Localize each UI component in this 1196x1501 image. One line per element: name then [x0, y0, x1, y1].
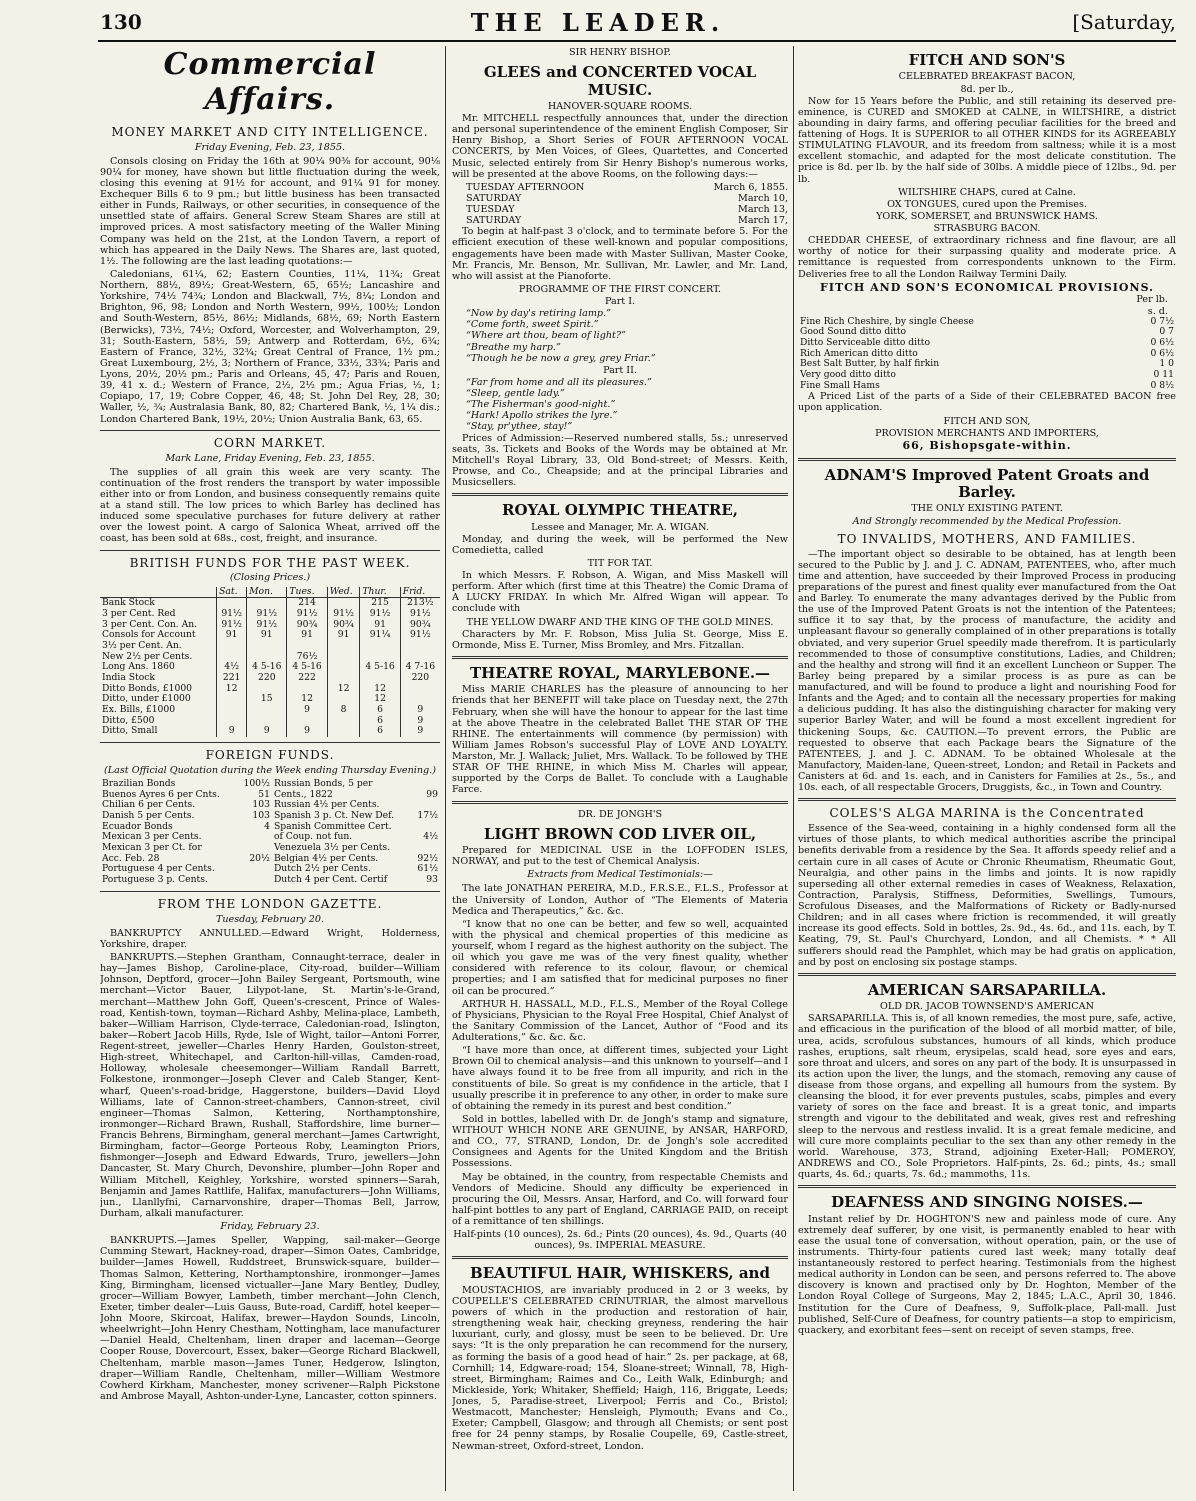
- olympic-lessee: Lessee and Manager, Mr. A. WIGAN.: [531, 521, 709, 533]
- price-item: Fine Rich Cheshire, by single Cheese: [800, 315, 974, 327]
- table-cell: Russian 4½ per Cents.: [273, 799, 380, 811]
- table-row: [100, 609, 440, 620]
- divider: [798, 798, 1176, 801]
- fitch-line: 8d. per lb.,: [960, 83, 1014, 95]
- adnam-text: —The important object so desirable to be obtained, has at length been secured to the Public by J. and J. C. ADNAM, PATENTEES, who, after much time and attention, have succeeded by their Improved Process in producing preparations of the purest and finest quality ever manufactured from the Oat and Barley. To enumerate the many advantages derived by the Public from the use of the Improved Patent Groats is not the intention of the Patentees; suffice it to say that, by the process of manufacture, the acidity and unpleasant flavour so generally complained of in other preparations is totally obviated, and very superior Gruel speedily made therefrom. It is particularly recommended to those of consumptive constitutions, Ladies, and Children; and the healthy and strong will find it an excellent Luncheon or Supper. The Barley being prepared by a similar process is as pure as can be manufactured, and will be found to produce a light and nourishing Food for Infants and the Aged; and to contain all the necessary properties for making a delicious pudding. It has also the distinguishing character for making very superior Barley Water, and will be found a most excellent ingredient for thickening Soups, &c. CAUTION.—To prevent errors, the Public are requested to observe that each Package bears the Signature of the PATENTEES, J. and J. C. ADNAM. To be obtained Wholesale at the Manufactory, Maiden-lane, Queen-street, London; and Retail in Packets and Canisters at 6d. and 1s. each, and in Canisters for Families at 2s., 5s., and 10s. each, of all respectable Grocers, Druggists, &c., in Town and Country.: [798, 548, 1176, 794]
- table-cell: 93: [426, 874, 438, 886]
- table-cell: Ecuador Bonds: [102, 820, 173, 832]
- table-cell: Ditto, under £1000: [102, 693, 191, 705]
- table-cell: 3 per Cent. Con. An.: [102, 618, 198, 630]
- fitch-products: [798, 187, 1176, 235]
- table-cell: 90¾: [287, 620, 327, 631]
- table-cell: [327, 716, 360, 727]
- table-cell: Ditto, £500: [102, 714, 155, 726]
- table-cell: Venezuela 3½ per Cents.: [273, 842, 391, 854]
- concert-date-value: March 13,: [738, 204, 788, 216]
- table-cell: [238, 875, 272, 886]
- table-cell: [217, 705, 247, 716]
- concert-day: SATURDAY: [466, 192, 522, 204]
- table-cell: 15: [247, 694, 287, 705]
- table-cell: 9: [287, 705, 327, 716]
- table-cell: 3½ per Cent. An.: [102, 639, 182, 651]
- table-cell: [400, 641, 440, 652]
- hair-text: MOUSTACHIOS, are invariably produced in 2 or 3 weeks, by COUPELLE'S CELEBRATED CRINUTRIAR, the almost marvellous powers of which in the production and restoration of hair, strengthening weak hair, checking greyness, rendering the hair luxuriant, curly, and glossy, must be seen to be believed. Dr. Ure says: “It is the only preparation he can recommend for the nursery, as forming the basis of a good head of hair.” 2s. per package, at 68, Cornhill; 14, Edgware-road; 154, Sloane-street; Winnall, 78, High-street, Birmingham; Raimes and Co., Leith Walk, Edinburgh; and Mickleside, York; Whitaker, Sheffield; Haigh, 116, Briggate, Leeds; Jones, 5, Paradise-street, Liverpool; Ferris and Co., Bristol; Westmacott, Manchester; Hensleigh, Plymouth; Evans and Co., Exeter; Campbell, Glasgow; and through all Chemists; or sent post free for 24 penny stamps, by Rosalie Coupelle, 69, Castle-street, Newman-street, Oxford-street, London.: [452, 1284, 788, 1452]
- adnam-title: ADNAM'S Improved Patent Groats and Barley.: [824, 465, 1150, 501]
- price-row: [798, 381, 1176, 392]
- table-cell: 12: [217, 684, 247, 695]
- table-row: [100, 673, 440, 684]
- table-cell: 4½: [217, 662, 247, 673]
- cod-extracts: Extracts from Medical Testimonials:—: [527, 869, 713, 881]
- marylebone-title: THEATRE ROYAL, MARYLEBONE.—: [469, 663, 771, 682]
- table-cell: 220: [400, 673, 440, 684]
- table-cell: Mexican 3 per Ct. for: [102, 842, 202, 854]
- sarsa-head: AMERICAN SARSAPARILLA.: [867, 980, 1107, 999]
- concert-date: [466, 204, 788, 215]
- gazette-tuesday-date: Tuesday, February 20.: [215, 913, 325, 925]
- table-cell: 90¾: [327, 620, 360, 631]
- table-cell: Portuguese 3 p. Cents.: [102, 874, 208, 886]
- concert-date: [466, 182, 788, 193]
- programme-item: “Far from home and all its pleasures.”: [466, 376, 652, 388]
- table-cell: 91¼: [360, 630, 400, 641]
- table-cell: 4 7-16: [400, 662, 440, 673]
- table-cell: Danish 5 per Cents.: [102, 810, 195, 822]
- hair-title: BEAUTIFUL HAIR, WHISKERS, and: [470, 1264, 770, 1283]
- table-cell: 91½: [400, 609, 440, 620]
- table-cell: [247, 705, 287, 716]
- table-cell: Brazilian Bonds: [102, 778, 176, 789]
- programme-item: “Stay, pr'ythee, stay!”: [466, 421, 573, 433]
- divider: [798, 1185, 1176, 1188]
- concert-date-value: March 6, 1855.: [713, 181, 788, 193]
- british-funds-subheading: (Closing Prices.): [229, 572, 311, 584]
- table-header-cell: Tues.: [287, 587, 327, 598]
- table-cell: [287, 641, 327, 652]
- programme-item: “The Fisherman's good-night.”: [466, 399, 616, 411]
- sarsa-text: SARSAPARILLA. This is, of all known remedies, the most pure, safe, active, and efficacious in the purification of the blood of all morbid matter, of bile, urea, acids, scrofulous substances, humours of all kinds, which produce rashes, eruptions, salt rheum, erysipelas, scald head, sore eyes and ears, sore throat and ulcers, and sores on any part of the body. It is unsurpassed in its action upon the liver, the lungs, and the stomach, removing any cause of disease from those organs, and expelling all humours from the system. By cleansing the blood, it for ever prevents pustules, scabs, pimples and every variety of sores on the face and breast. It is a great tonic, and imparts strength and vigour to the debilitated and weak, gives rest and refreshing sleep to the nervous and restless invalid. It is a great female medicine, and will cure more complaints peculiar to the sex than any other remedy in the world. Warehouse, 373, Strand, adjoining Exeter-Hall; POMEROY, ANDREWS and CO., Sole Proprietors. Half-pints, 2s. 6d.; pints, 4s.; small quarts, 4s. 6d.; quarts, 7s. 6d.; mammoths, 11s.: [798, 1013, 1176, 1181]
- table-cell: India Stock: [102, 671, 155, 683]
- product-item: YORK, SOMERSET, and BRUNSWICK HAMS.: [876, 210, 1098, 222]
- table-cell: 91: [327, 630, 360, 641]
- money-heading: MONEY MARKET AND CITY INTELLIGENCE.: [111, 124, 429, 139]
- programme-part-1: [452, 308, 788, 364]
- table-cell: Acc. Feb. 28: [102, 852, 160, 864]
- table-cell: Buenos Ayres 6 per Cnts.: [102, 788, 220, 800]
- table-cell: Russian Bonds, 5 per: [273, 778, 373, 789]
- table-cell: Dutch 2½ per Cents.: [273, 863, 371, 875]
- price-item: Good Sound ditto ditto: [800, 326, 907, 338]
- table-cell: 91½: [247, 609, 287, 620]
- column-advertisements-2: [798, 46, 1176, 1491]
- british-funds-heading: BRITISH FUNDS FOR THE PAST WEEK.: [129, 555, 411, 570]
- table-cell: [360, 641, 400, 652]
- table-cell: 91½: [217, 609, 247, 620]
- price-unit-head: Per lb.: [1136, 294, 1168, 306]
- divider: [100, 550, 440, 551]
- product-item: OX TONGUES, cured upon the Premises.: [887, 198, 1087, 210]
- table-cell: 17½: [417, 810, 438, 822]
- deaf-text: Instant relief by Dr. HOGHTON'S new and painless mode of cure. Any extremely deaf sufferer, by one visit, is permanently enabled to hear with ease the usual tone of conversation, without operation, pain, or the use of instruments. Thirty-four patients cured last week; many totally deaf instantaneously restored to perfect hearing. Testimonials from the highest medical authority in London can be seen, and persons referred to. The above discovery is known and practised only by Dr. Hoghton, Member of the London Royal College of Surgeons, May 2, 1845; L.A.C., April 30, 1846. Institution for the Cure of Deafness, 9, Suffolk-place, Pall-mall. Just published, Self-Cure of Deafness, for country patients—a stop to empiricism, quackery, and exorbitant fees—sent on receipt of seven stamps, free.: [798, 1213, 1176, 1336]
- concert-date: [466, 193, 788, 204]
- column-divider: [793, 46, 794, 1491]
- price-item: Very good ditto ditto: [800, 369, 896, 380]
- concert-date-value: March 17,: [738, 215, 788, 227]
- table-header-cell: Sat.: [217, 587, 247, 598]
- price-table: [798, 317, 1176, 392]
- table-cell: 12: [287, 694, 327, 705]
- price-item: Ditto Serviceable ditto ditto: [800, 336, 931, 348]
- programme-item: “Hark! Apollo strikes the lyre.”: [466, 410, 618, 422]
- cod-title: LIGHT BROWN COD LIVER OIL,: [483, 824, 757, 843]
- fitch-text: CHEDDAR CHEESE, of extraordinary richness and fine flavour, are all worthy of notice for their surpassing quality and moderate price. A remittance is requested from correspondents unknown to the Firm. Deliveries free to all the London Railway Termini Daily.: [798, 235, 1176, 280]
- table-cell: 91: [247, 630, 287, 641]
- table-cell: 6: [360, 716, 400, 727]
- divider: [452, 801, 788, 804]
- column-advertisements-1: [452, 46, 788, 1491]
- table-cell: 6: [360, 705, 400, 716]
- concert-day: TUESDAY: [466, 204, 515, 216]
- table-cell: Ex. Bills, £1000: [102, 703, 176, 715]
- column-commercial: [100, 46, 440, 1491]
- table-cell: 12: [327, 684, 360, 695]
- table-header-cell: [100, 587, 217, 598]
- table-cell: New 2½ per Cents.: [102, 650, 193, 662]
- cod-text: The late JONATHAN PEREIRA, M.D., F.R.S.E., F.L.S., Professor at the University of London, Author of “The Elements of Materia Medica and Therapeutics,” &c. &c.: [452, 883, 788, 917]
- table-row: [100, 641, 440, 652]
- corn-dateline: Mark Lane, Friday Evening, Feb. 23, 1855.: [165, 452, 375, 464]
- price-value: 1 0: [1159, 358, 1174, 370]
- table-cell: 103: [252, 810, 270, 822]
- divider: [452, 493, 788, 496]
- table-cell: Belgian 4½ per Cents.: [273, 852, 379, 864]
- table-cell: [217, 641, 247, 652]
- concert-date: [466, 215, 788, 226]
- table-cell: 9: [400, 726, 440, 737]
- fitch-text: A Priced List of the parts of a Side of their CELEBRATED BACON free upon application.: [798, 391, 1176, 414]
- table-cell: 61½: [417, 863, 438, 875]
- fitch-address: 66, Bishopsgate-within.: [902, 438, 1072, 452]
- table-cell: 103: [252, 799, 270, 811]
- provisions-title: FITCH AND SON'S ECONOMICAL PROVISIONS.: [820, 280, 1154, 294]
- table-cell: 91½: [217, 620, 247, 631]
- glees-line: SIR HENRY BISHOP.: [569, 47, 671, 58]
- part-heading: Part I.: [604, 296, 636, 308]
- table-cell: Spanish 3 p. Ct. New Def.: [273, 810, 395, 822]
- price-unit-sd: s. d.: [1147, 305, 1168, 317]
- cod-line: DR. DE JONGH'S: [577, 808, 663, 820]
- olympic-title: ROYAL OLYMPIC THEATRE,: [502, 501, 738, 520]
- marylebone-text: Miss MARIE CHARLES has the pleasure of announcing to her friends that her BENEFIT will take place on Tuesday next, the 27th February, when she will have the honour to appear for the last time at the above Theatre in the celebrated Ballet THE STAR OF THE RHINE. The entertainments will commence (by permission) with William James Robson's successful Play of LOVE AND LOYALTY. Marston, Mr. J. Wallack; Juliet, Mrs. Wallack. To be followed by THE STAR OF THE RHINE, in which Miss M. Charles will appear, supported by the Corps de Ballet. To conclude with a Laughable Farce.: [452, 684, 788, 796]
- table-cell: Ditto Bonds, £1000: [102, 682, 193, 694]
- corn-text: The supplies of all grain this week are very scanty. The continuation of the frost renders the transport by water impossible either into or from London, and business consequently remains quite at a stand still. The low prices to which Barley has declined has induced some speculative purchases for future delivery at rather over the lowest point. A cargo of Salonica Wheat, arrived off the coast, has been sold at 68s., cost, freight, and insurance.: [100, 466, 440, 545]
- table-cell: 12: [360, 694, 400, 705]
- table-cell: Mexican 3 per Cents.: [102, 831, 202, 843]
- price-value: 0 11: [1153, 369, 1174, 380]
- concert-dates: [452, 182, 788, 227]
- fitch-text: Now for 15 Years before the Public, and still retaining its deserved pre-eminence, is CURED and SMOKED at CALNE, in WILTSHIRE, a district abounding in dairy farms, and offering peculiar facilities for the breed and fattening of Hogs. It is SUPERIOR to all OTHER KINDS for its AGREEABLY STIMULATING FLAVOUR, and its freedom from saltness; while it is a most excellent stomachic, and adapted for the most delicate constitution. The price is 8d. per lb. by the half side of 30lbs. A middle piece of 12lbs., 9d. per lb.: [798, 95, 1176, 185]
- divider: [452, 656, 788, 659]
- table-cell: 99: [426, 788, 438, 800]
- table-cell: 220: [247, 673, 287, 684]
- table-row: [100, 875, 440, 886]
- table-cell: Cents., 1822: [273, 788, 333, 800]
- divider: [100, 430, 440, 431]
- programme-heading: PROGRAMME OF THE FIRST CONCERT.: [518, 283, 722, 295]
- adnam-line: And Strongly recommended by the Medical Profession.: [852, 515, 1122, 527]
- table-header-cell: Frid.: [400, 587, 440, 598]
- table-cell: [247, 641, 287, 652]
- sarsa-line: OLD DR. JACOB TOWNSEND'S AMERICAN: [880, 1001, 1094, 1013]
- concert-date-value: March 10,: [738, 192, 788, 204]
- issue-day: [Saturday,: [1072, 10, 1176, 34]
- page-number: 130: [100, 10, 142, 34]
- cod-text: Prepared for MEDICINAL USE in the LOFFODEN ISLES, NORWAY, and put to the test of Chemical Analysis.: [452, 845, 788, 868]
- table-cell: 4½: [423, 831, 438, 843]
- table-cell: [238, 832, 272, 843]
- table-cell: 91: [217, 630, 247, 641]
- masthead: [0, 6, 1196, 36]
- table-cell: [217, 694, 247, 705]
- table-cell: [327, 652, 360, 663]
- table-cell: 9: [247, 726, 287, 737]
- table-cell: 12: [360, 684, 400, 695]
- divider: [100, 742, 440, 743]
- table-cell: 221: [217, 673, 247, 684]
- divider: [452, 1256, 788, 1259]
- table-cell: 51: [258, 788, 270, 800]
- table-cell: 4: [264, 820, 270, 832]
- money-dateline: Friday Evening, Feb. 23, 1855.: [194, 141, 346, 153]
- table-cell: 91½: [360, 609, 400, 620]
- adnam-head: TO INVALIDS, MOTHERS, AND FAMILIES.: [837, 531, 1137, 546]
- cod-text: “I have more than once, at different times, subjected your Light Brown Oil to chemical analysis—and this unknown to yourself—and I have always found it to be free from all impurity, and rich in the constituents of bile. So great is my confidence in the article, that I usually prescribe it in preference to any other, in order to make sure of obtaining the remedy in its purest and best condition.”: [452, 1045, 788, 1112]
- money-para: Caledonians, 61¼, 62; Eastern Counties, 11¼, 11¾; Great Northern, 88½, 89½; Great-Western, 65, 65½; Lancashire and Yorkshire, 74½ 74¾; London and Blackwall, 7½, 8¼; London and Brighton, 96, 98; London and North Western, 99½, 100½; London and South-Western, 85½, 86½; Midlands, 68½, 69; North Eastern (Berwicks), 73½, 74½; Oxford, Worcester, and Wolverhampton, 29, 31; South-Eastern, 58½, 59; Antwerp and Rotterdam, 6½, 6¾; Eastern of France, 32½, 32¾; Great Central of France, 1½ pm.; Great Luxembourg, 2½, 3; Northern of France, 33½, 33¾; Paris and Lyons, 20½, 20½ pm.; Paris and Orleans, 45, 47; Paris and Rouen, 39, 41 x. d.; Western of France, 2½, 2½ pm.; Agua Frias, ½, 1; Copiapo, 17, 19; Cobre Copper, 46, 48; St. John Del Rey, 28, 30; Waller, ½, ¾; Australasia Bank, 80, 82; Chartered Bank, ½, 1¼ dis.; London Chartered Bank, 19½, 20½; Union Australia Bank, 63, 65.: [100, 268, 440, 425]
- table-cell: 91½: [327, 609, 360, 620]
- table-cell: 6: [360, 726, 400, 737]
- table-cell: [400, 684, 440, 695]
- price-item: Fine Small Hams: [800, 379, 880, 391]
- table-cell: 91½: [247, 620, 287, 631]
- table-cell: 91½: [287, 609, 327, 620]
- olympic-text: Monday, and during the week, will be performed the New Comedietta, called: [452, 533, 788, 556]
- glees-title: GLEES and CONCERTED VOCAL MUSIC.: [483, 63, 757, 99]
- foreign-funds-table: [100, 779, 440, 886]
- programme-item: “Sleep, gentle lady.”: [466, 388, 565, 400]
- table-cell: 90¾: [400, 620, 440, 631]
- olympic-text: Characters by Mr. F. Robson, Miss Julia St. George, Miss E. Ormonde, Miss E. Turner, Miss Bromley, and Mrs. Fitzallan.: [452, 628, 788, 651]
- glees-text: Prices of Admission:—Reserved numbered stalls, 5s.; unreserved seats, 3s. Tickets and Books of the Words may be obtained at Mr. Mitchell's Royal Library, 33, Old Bond-street; of Messrs. Keith, Prowse, and Co., Cheapside; and at the principal Libraries and Musicsellers.: [452, 432, 788, 489]
- table-cell: 9: [400, 716, 440, 727]
- table-header-cell: Wed.: [327, 587, 360, 598]
- table-cell: Ditto, Small: [102, 725, 158, 737]
- newspaper-title: THE LEADER.: [470, 8, 726, 37]
- table-cell: 91: [360, 620, 400, 631]
- glees-text: To begin at half-past 3 o'clock, and to terminate before 5. For the efficient execution of these well-known and popular compositions, engagements have been made with Master Sullivan, Master Cooke, Mr. Francis, Mr. Benson, Mr. Sullivan, Mr. Lawler, and Mr. Land, who will assist at the Pianoforte.: [452, 226, 788, 282]
- table-header-cell: Mon.: [247, 587, 287, 598]
- olympic-play: THE YELLOW DWARF AND THE KING OF THE GOLD MINES.: [466, 616, 774, 628]
- money-para: Consols closing on Friday the 16th at 90¼ 90⅜ for account, 90⅛ 90¼ for money, have shown but little fluctuation during the week, closing this evening at 91½ for account, and 91¼ 91 for money. Exchequer Bills 6 to 9 pm.; but little business has been transacted either in Funds, Railways, or other securities, in consequence of the unsettled state of affairs. General Screw Steam Shares are still at improved prices. A most satisfactory meeting of the Waller Mining Company was held on the 21st, at the London Tavern, a report of which has appeared in the Daily News. The Shares are, last quoted, 1½. The following are the last leading quotations:—: [100, 155, 440, 267]
- cod-text: Sold in bottles, labelled with Dr. de Jongh's stamp and signature, WITHOUT WHICH NONE ARE GENUINE, by ANSAR, HARFORD, and CO., 77, STRAND, London, Dr. de Jongh's sole accredited Consignees and Agents for the United Kingdom and the British Possessions.: [452, 1113, 788, 1170]
- table-cell: 213½: [400, 598, 440, 609]
- masthead-rule: [98, 40, 1176, 42]
- table-cell: [327, 662, 360, 673]
- fitch-signature: FITCH AND SON,: [943, 415, 1031, 427]
- cod-text: “I know that no one can be better, and few so well, acquainted with the physical and chemical properties of this medicine as yourself, whom I regard as the highest authority on the subject. The oil which you gave me was of the very finest quality, whether considered with reference to its colour, flavour, or chemical properties; and I am satisfied that for medicinal purposes no finer oil can be procured.”: [452, 918, 788, 997]
- fitch-signature: PROVISION MERCHANTS AND IMPORTERS,: [875, 427, 1099, 439]
- fitch-line: CELEBRATED BREAKFAST BACON,: [898, 71, 1076, 83]
- british-funds-table: [100, 587, 440, 737]
- table-cell: 91: [287, 630, 327, 641]
- table-cell: 91½: [400, 630, 440, 641]
- deaf-head: DEAFNESS AND SINGING NOISES.—: [831, 1193, 1143, 1212]
- programme-item: “Breathe my harp.”: [466, 341, 561, 353]
- price-value: 0 6½: [1150, 347, 1174, 359]
- gazette-para: BANKRUPTCY ANNULLED.—Edward Wright, Holderness, Yorkshire, draper.: [100, 927, 440, 950]
- olympic-text: In which Messrs. F. Robson, A. Wigan, and Miss Maskell will perform. After which (first time at this Theatre) the Comic Drama of A LUCKY FRIDAY. In which Mr. Alfred Wigan will appear. To conclude with: [452, 570, 788, 615]
- table-cell: 4 5-16: [247, 662, 287, 673]
- table-cell: [327, 726, 360, 737]
- product-item: STRASBURG BACON.: [933, 223, 1041, 235]
- table-cell: 222: [287, 673, 327, 684]
- programme-item: “Now by day's retiring lamp.”: [466, 308, 612, 320]
- table-cell: [238, 864, 272, 875]
- concert-day: TUESDAY AFTERNOON: [466, 181, 585, 193]
- table-cell: Dutch 4 per Cent. Certif: [273, 874, 388, 886]
- table-cell: 4 5-16: [360, 662, 400, 673]
- concert-day: SATURDAY: [466, 215, 522, 227]
- table-cell: 100½: [243, 778, 270, 789]
- foreign-funds-heading: FOREIGN FUNDS.: [205, 747, 335, 762]
- part-heading: Part II.: [603, 364, 637, 376]
- table-header-cell: Thur.: [360, 587, 400, 598]
- fitch-title: FITCH AND SON'S: [908, 51, 1066, 69]
- coles-text: Essence of the Sea-weed, containing in a highly condensed form all the virtues of those plants, to which medical authorities ascribe the principal benefits derivable from a residence by the Sea. It affords speedy relief and a certain cure in all cases of Acute or Chronic Rheumatism, Rheumatic Gout, Neuralgia, and other pains in the limbs and joints. It is now rapidly superseding all other external remedies in cases of Weakness, Relaxation, Contraction, Paralysis, Stiffness, Deformities, Swellings, Tumours, Scrofulous Diseases, and the Malformations of Rickety or Badly-nursed Children; and in all cases where friction is recommended, it will greatly increase its good effects. Sold in bottles, 2s. 9d., 4s. 6d., and 11s. each, by T. Keating, 79, St. Paul's Churchyard, London, and all Chemists. * * All sufferers should read the Pamphlet, which may be had gratis on application, and by post on enclosing six postage stamps.: [798, 823, 1176, 968]
- table-cell: [327, 641, 360, 652]
- table-cell: 214: [287, 598, 327, 609]
- table-cell: 9: [217, 726, 247, 737]
- divider: [798, 458, 1176, 461]
- price-item: Rich American ditto ditto: [800, 347, 918, 359]
- table-cell: 3 per Cent. Red: [102, 607, 176, 619]
- table-cell: 76½: [287, 652, 327, 663]
- gazette-para: BANKRUPTS.—James Speller, Wapping, sail-maker—George Cumming Stewart, Hackney-road, draper—Simon Oates, Cambridge, builder—James Howell, Ruddstreet, Brunswick-square, builder—Thomas Salmon, Kettering, Northamptonshire, ironmonger—James King, Birmingham, licensed victualler—Jane Mary Bentley, Dudley, grocer—William Bowyer, Lambeth, timber merchant—John Clench, Exeter, timber dealer—Luis Gauss, Bute-road, Cardiff, hotel keeper—John Moore, Skircoat, Halifax, brewer—Haydon Sounds, Lincoln, wheelwright—John Henry Chestham, Nottingham, lace manufacturer—Daniel Heald, Cheltenham, linen draper and laceman—George Cooper Rouse, Dovercourt, Essex, baker—George Richard Blackwell, Cheltenham, marble mason—James Tuner, Hedgerow, Islington, draper—William Randle, Cheltenham, miller—William Westmore Cowherd Kirkham, Manchester, money scrivener—Ralph Pickstone and Ambrose Mayall, Ashton-under-Lyne, Lancaster, cotton spinners.: [100, 1235, 440, 1402]
- table-cell: 4 5-16: [287, 662, 327, 673]
- table-cell: 92½: [417, 852, 438, 864]
- table-row: [100, 726, 440, 737]
- price-value: 0 7½: [1150, 315, 1174, 327]
- foreign-funds-subheading: (Last Official Quotation during the Week ending Thursday Evening.): [104, 764, 436, 776]
- table-cell: Bank Stock: [102, 597, 155, 609]
- column-divider: [445, 46, 446, 1491]
- programme-item: “Though he be now a grey, grey Friar.”: [466, 352, 656, 364]
- table-cell: Consols for Account: [102, 629, 196, 641]
- table-cell: Spanish Committee Cert.: [273, 820, 392, 832]
- table-cell: of Coup. not fun.: [273, 831, 353, 843]
- programme-part-2: [452, 377, 788, 433]
- cod-text: May be obtained, in the country, from respectable Chemists and Vendors of Medicine. Should any difficulty be experienced in procuring the Oil, Messrs. Ansar, Harford, and Co. will forward four half-pint bottles to any part of England, CARRIAGE PAID, on receipt of a remittance of ten shillings.: [452, 1171, 788, 1228]
- table-cell: [327, 673, 360, 684]
- gazette-para: BANKRUPTS.—Stephen Grantham, Connaught-terrace, dealer in hay—James Bishop, Caroline-place, City-road, builder—William Johnson, Deptford, grocer—John Bailey Sergeant, Portsmouth, wine merchant—Victor Bauer, Lilypot-lane, St. Martin's-le-Grand, merchant—Matthew John Goff, Queen's-crescent, Prince of Wales-road, Kentish-town, toyman—Richard Ashby, Melina-place, Lambeth, baker—William Harrison, Clyde-terrace, Caledonian-road, Islington, baker—Robert Jacob Hills, Ryde, Isle of Wight, tailor—Antoni Forrer, Regent-street, jeweller—Charles Henry Harden, Goulston-street, High-street, Whitechapel, and Carlton-hill-villas, Camden-road, Holloway, wholesale cheesemonger—William Randall Barrett, Folkestone, ironmonger—Joseph Clever and Caleb Stanger, Kent-wharf, Queen's-road-bridge, Haggerstone, builders—David Lloyd Williams, late of Cannon-street-chambers, Cannon-street, civil engineer—Thomas Salmon, Kettering, Northamptonshire, ironmonger—Richard Brawn, Rushall, Staffordshire, lime burner—Francis Behrens, Birmingham, general merchant—James Cartwright, Birmingham, factor—George Porteous Roby, Leamington Priors, fishmonger—Joseph and Edward Edwards, Truro, jewellers—John Dancaster, St. Mary Church, Devonshire, plumber—John Roper and William Mitchell, Keighley, Yorkshire, worsted spinners—Sarah, Benjamin and James Rattlife, Halifax, manufacturers—John Williams, jun., Llanllyfni, Carnarvonshire, draper—Thomas Bell, Jarrow, Durham, alkali manufacturer.: [100, 952, 440, 1219]
- olympic-play: TIT FOR TAT.: [587, 557, 653, 569]
- price-value: 0 8½: [1150, 379, 1174, 391]
- table-cell: 215: [360, 598, 400, 609]
- gazette-heading: FROM THE LONDON GAZETTE.: [157, 896, 383, 911]
- divider: [100, 891, 440, 892]
- programme-item: “Come forth, sweet Spirit.”: [466, 319, 599, 331]
- divider: [798, 973, 1176, 976]
- price-item: Best Salt Butter, by half firkin: [800, 358, 940, 370]
- coles-head: COLES'S ALGA MARINA is the Concentrated: [829, 806, 1145, 821]
- product-item: WILTSHIRE CHAPS, cured at Calne.: [898, 186, 1076, 198]
- price-value: 0 7: [1159, 326, 1174, 338]
- cod-price: Half-pints (10 ounces), 2s. 6d.; Pints (20 ounces), 4s. 9d., Quarts (40 ounces), 9s. IMPERIAL MEASURE.: [453, 1229, 787, 1252]
- gazette-friday-date: Friday, February 23.: [220, 1221, 320, 1232]
- table-cell: Chilian 6 per Cents.: [102, 799, 196, 811]
- table-cell: 9: [400, 705, 440, 716]
- price-value: 0 6½: [1150, 336, 1174, 348]
- table-cell: 20½: [249, 852, 270, 864]
- corn-heading: CORN MARKET.: [213, 435, 327, 450]
- table-cell: 8: [327, 705, 360, 716]
- adnam-line: THE ONLY EXISTING PATENT.: [911, 503, 1063, 515]
- table-cell: Portuguese 4 per Cents.: [102, 863, 215, 875]
- glees-venue: HANOVER-SQUARE ROOMS.: [547, 100, 693, 112]
- table-cell: [360, 673, 400, 684]
- programme-item: “Where art thou, beam of light?”: [466, 330, 626, 342]
- section-title: Commercial Affairs.: [163, 47, 377, 117]
- table-cell: 9: [287, 726, 327, 737]
- cod-text: ARTHUR H. HASSALL, M.D., F.L.S., Member of the Royal College of Physicians, Physician to the Royal Free Hospital, Chief Analyst of the Sanitary Commission of the Lancet, Author of “Food and its Adulterations,” &c. &c. &c.: [452, 998, 788, 1044]
- table-cell: Long Ans. 1860: [102, 661, 175, 673]
- glees-text: Mr. MITCHELL respectfully announces that, under the direction and personal superintendence of the eminent English Composer, Sir Henry Bishop, a Short Series of FOUR AFTERNOON VOCAL CONCERTS, by Men Voices, of Glees, Quartettes, and Concerted Music, selected entirely from Sir Henry Bishop's numerous works, will be presented at the above Rooms, on the following days:—: [452, 113, 788, 180]
